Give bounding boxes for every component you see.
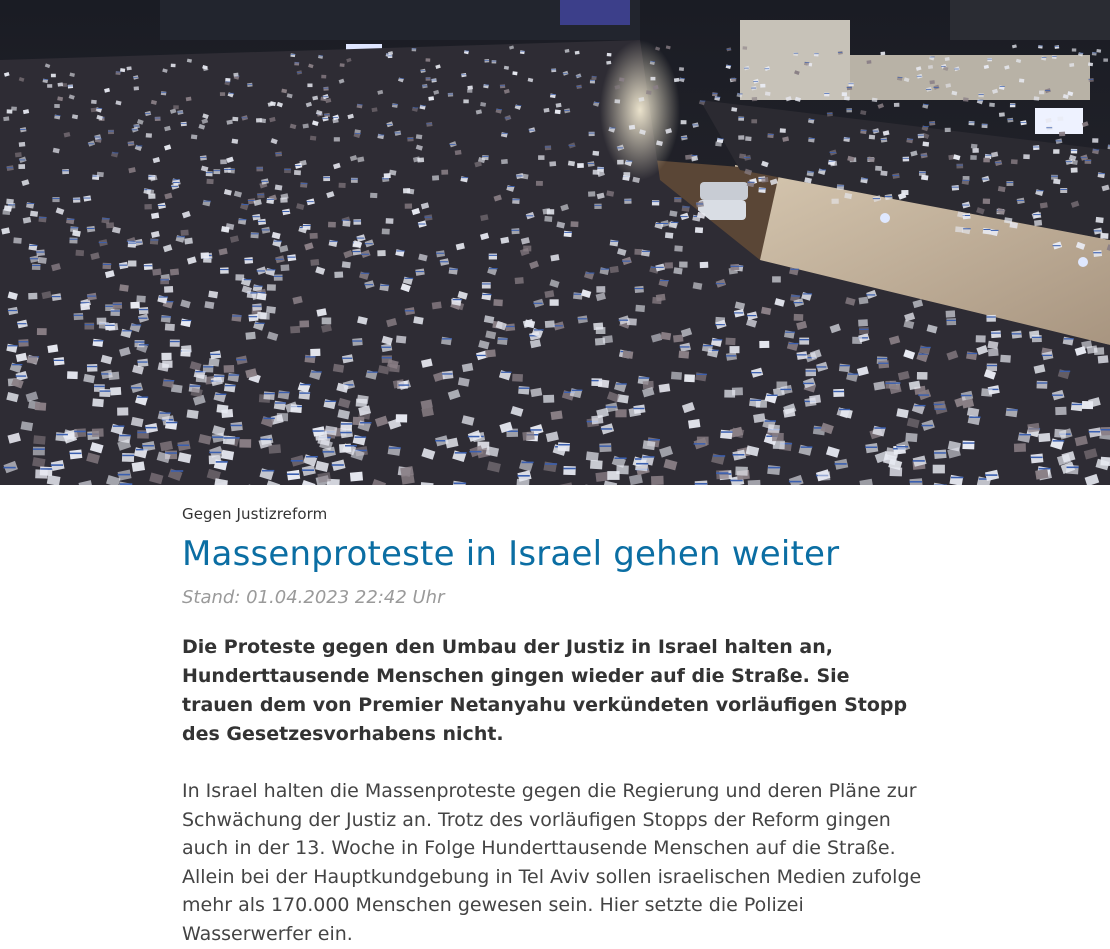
article	[0, 485, 922, 949]
article-body: In Israel halten die Massenproteste gegen die Regierung und deren Pläne zur Schwächung der Justiz an. Trotz des vorläufigen Stopps der Reform gingen auch in der 13. Woche in Folge Hunderttausende Menschen auf die Straße. Allein bei der Hauptkundgebung in Tel Aviv sollen israelischen Medien zufolge mehr als 170.000 Menschen gewesen sein. Hier setzte die Polizei Wasserwerfer ein.	[182, 777, 922, 949]
publication-date: Stand: 01.04.2023 22:42 Uhr	[182, 587, 922, 609]
topline: Gegen Justizreform	[182, 485, 922, 523]
headline: Massenproteste in Israel gehen weiter	[182, 534, 922, 574]
article-teaser: Die Proteste gegen den Umbau der Justiz in Israel halten an, Hunderttausende Menschen gingen wieder auf die Straße. Sie trauen dem von Premier Netanyahu verkündeten vorläufigen Stopp des Gesetzesvorhabens nicht.	[182, 633, 912, 749]
